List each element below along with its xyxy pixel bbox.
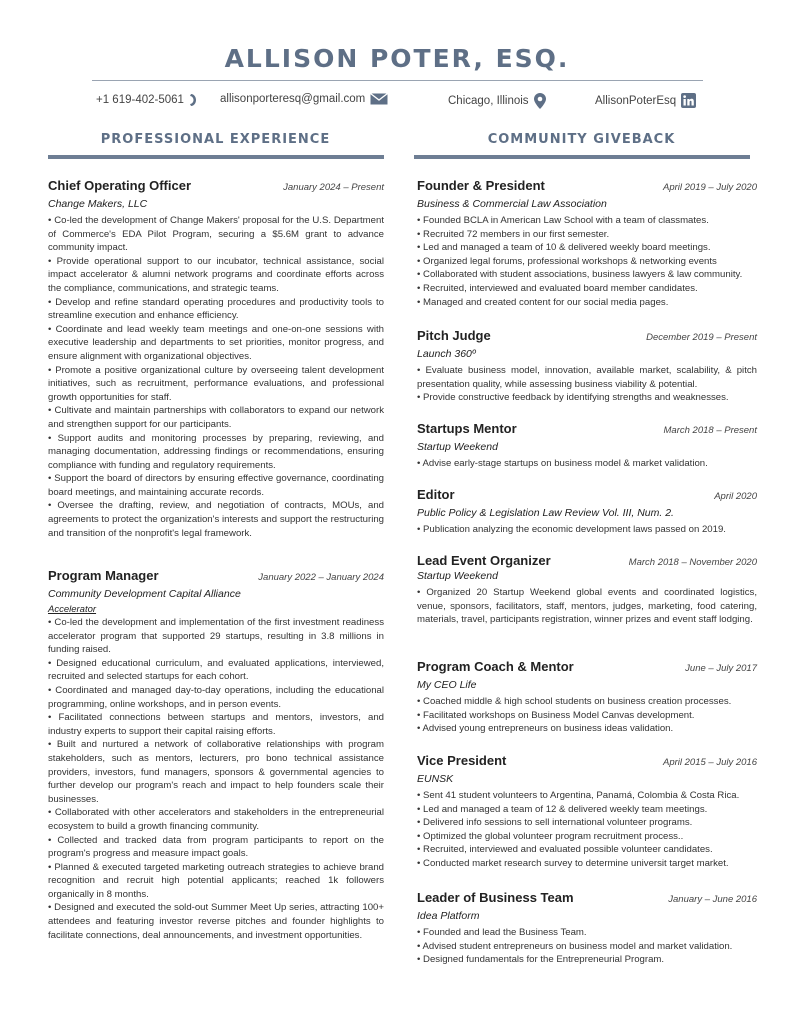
bullet-item: • Facilitated workshops on Business Model Canvas development.: [417, 709, 757, 723]
job-entry: [417, 487, 757, 537]
section-bar-right: [414, 155, 750, 159]
job-entry: [48, 178, 384, 540]
name-divider: [92, 80, 703, 81]
bullet-item: • Develop and refine standard operating procedures and productivity tools to streamline execution and enhance efficiency.: [48, 296, 384, 323]
bullet-item: • Organized legal forums, professional workshops & networking events: [417, 255, 757, 269]
job-date: March 2018 – Present: [663, 425, 757, 436]
bullet-item: • Advise early-stage startups on business model & market validation.: [417, 457, 757, 471]
bullet-item: • Advised student entrepreneurs on business model and market validation.: [417, 940, 757, 954]
job-bullets: [417, 214, 757, 309]
bullet-item: • Designed educational curriculum, and evaluated applications, interviewed, recruited and selected startups for each cohort.: [48, 657, 384, 684]
bullet-item: • Support the board of directors by ensuring effective governance, coordinating board meetings, and maintaining accurate records.: [48, 472, 384, 499]
bullet-item: • Conducted market research survey to determine universit target market.: [417, 857, 757, 871]
bullet-item: • Optimized the global volunteer program recruitment process..: [417, 830, 757, 844]
job-bullets: [417, 586, 757, 627]
location-text: Chicago, Illinois: [448, 95, 529, 107]
linkedin-icon: [681, 93, 696, 108]
job-bullets: [417, 926, 757, 967]
contact-linkedin: [595, 93, 696, 108]
section-bar-left: [48, 155, 384, 159]
job-bullets: [417, 789, 757, 871]
location-pin-icon: [534, 93, 546, 109]
job-organization: Startup Weekend: [417, 570, 498, 582]
job-date: April 2015 – July 2016: [662, 757, 757, 768]
bullet-item: • Advised young entrepreneurs on business ideas validation.: [417, 722, 757, 736]
bullet-item: • Provide constructive feedback by identifying strengths and weaknesses.: [417, 391, 757, 405]
job-entry: [417, 178, 757, 309]
section-heading-experience: PROFESSIONAL EXPERIENCE: [100, 132, 331, 147]
job-title: Lead Event Organizer: [417, 553, 551, 568]
bullet-item: • Promote a positive organizational culture by overseeing talent development initiatives, such as recruitment, performance evaluations, and professional growth opportunities for staff.: [48, 364, 384, 405]
bullet-item: • Support audits and monitoring processes by preparing, reviewing, and managing documentation, addressing findings or recommendations, ensuring compliance with funding and regulatory requirements.: [48, 432, 384, 473]
bullet-item: • Founded BCLA in American Law School with a team of classmates.: [417, 214, 757, 228]
bullet-item: • Recruited 72 members in our first semester.: [417, 228, 757, 242]
bullet-item: • Coordinate and lead weekly team meetings and one-on-one sessions with executive leadership and departments to set priorities, monitor progress, and ensure alignment with organizational objectives.: [48, 323, 384, 364]
bullet-item: • Collected and tracked data from program participants to report on the program's progress and measure impact goals.: [48, 834, 384, 861]
bullet-item: • Collaborated with student associations, business lawyers & law community.: [417, 268, 757, 282]
job-title: Pitch Judge: [417, 328, 491, 343]
job-organization: Idea Platform: [417, 910, 480, 922]
bullet-item: • Provide operational support to our incubator, technical assistance, social impact accelerator & alumni network programs and coordinate efforts across the compliance, communications, and strategic teams.: [48, 255, 384, 296]
bullet-item: • Publication analyzing the economic development laws passed on 2019.: [417, 523, 757, 537]
job-organization: Community Development Capital Alliance: [48, 588, 241, 600]
bullet-item: • Cultivate and maintain partnerships with collaborators to expand our network and strengthen support for our participants.: [48, 404, 384, 431]
contact-location: [448, 93, 546, 109]
job-organization: My CEO Life: [417, 679, 477, 691]
bullet-item: • Coordinated and managed day-to-day operations, including the educational programming, online workshops, and in person events.: [48, 684, 384, 711]
job-organization: Launch 360º: [417, 348, 476, 360]
email-text: allisonporteresq@gmail.com: [220, 93, 366, 105]
job-title: Startups Mentor: [417, 421, 517, 436]
bullet-item: • Built and nurtured a network of collaborative relationships with program stakeholders, such as mentors, lecturers, pro bono technical assistance providers, investors, fund managers, sponsors & governmental agencies to further develop our program's reach and impact to help founders scale their businesses.: [48, 738, 384, 806]
bullet-item: • Led and managed a team of 10 & delivered weekly board meetings.: [417, 241, 757, 255]
contact-email: [220, 93, 388, 105]
job-entry: [417, 421, 757, 471]
bullet-item: • Founded and lead the Business Team.: [417, 926, 757, 940]
bullet-item: • Recruited, interviewed and evaluated board member candidates.: [417, 282, 757, 296]
job-date: January 2022 – January 2024: [258, 572, 384, 583]
job-entry: [417, 890, 757, 967]
phone-text: +1 619-402-5061: [96, 94, 184, 106]
job-organization: Change Makers, LLC: [48, 198, 148, 210]
contact-phone: [96, 93, 198, 107]
bullet-item: • Coached middle & high school students on business creation processes.: [417, 695, 757, 709]
job-title: Leader of Business Team: [417, 890, 574, 905]
job-bullets: [48, 214, 384, 540]
job-entry: [417, 753, 757, 871]
bullet-item: • Designed fundamentals for the Entrepreneurial Program.: [417, 953, 757, 967]
job-title: Editor: [417, 487, 455, 502]
job-date: March 2018 – November 2020: [628, 557, 757, 568]
bullet-item: • Collaborated with other accelerators and stakeholders in the entrepreneurial ecosystem to build a growth financing community.: [48, 806, 384, 833]
job-title: Program Coach & Mentor: [417, 659, 574, 674]
job-bullets: [48, 616, 384, 942]
bullet-item: • Managed and created content for our social media pages.: [417, 296, 757, 310]
job-bullets: [417, 695, 757, 736]
job-bullets: [417, 523, 757, 537]
job-date: December 2019 – Present: [646, 332, 757, 343]
bullet-item: • Recruited, interviewed and evaluated possible volunteer candidates.: [417, 843, 757, 857]
job-organization: EUNSK: [417, 773, 454, 785]
bullet-item: • Evaluate business model, innovation, available market, scalability, & pitch presentation quality, while assessing business viability & potential.: [417, 364, 757, 391]
job-date: June – July 2017: [685, 663, 757, 674]
job-bullets: [417, 457, 757, 471]
bullet-item: • Delivered info sessions to sell international volunteer programs.: [417, 816, 757, 830]
job-organization: Public Policy & Legislation Law Review Vol. III, Num. 2.: [417, 507, 674, 519]
bullet-item: • Led and managed a team of 12 & delivered weekly team meetings.: [417, 803, 757, 817]
job-date: April 2019 – July 2020: [662, 182, 757, 193]
job-title: Founder & President: [417, 178, 545, 193]
bullet-item: • Designed and executed the sold-out Summer Meet Up series, attracting 100+ attendees and featuring investor reverse pitches and founder highlights to facilitate connections, deal announcements, and investment opportunities.: [48, 901, 384, 942]
bullet-item: • Planned & executed targeted marketing outreach strategies to achieve brand recognition and recruit high potential applicants; reached 1k followers organically in 8 months.: [48, 861, 384, 902]
job-title: Vice President: [417, 753, 507, 768]
phone-icon: [189, 93, 198, 107]
job-entry: [48, 568, 384, 942]
job-date: April 2020: [714, 491, 757, 502]
job-entry: [417, 328, 757, 405]
section-heading-giveback: COMMUNITY GIVEBACK: [487, 132, 676, 147]
job-title: Chief Operating Officer: [48, 178, 192, 193]
job-subheading: Accelerator: [48, 604, 97, 615]
candidate-name: ALLISON POTER, ESQ.: [224, 44, 570, 73]
bullet-item: • Oversee the drafting, review, and negotiation of contracts, MOUs, and agreements to protect the organization's interests and support the restructuring and transition of the nonprofit's legal framework.: [48, 499, 384, 540]
job-entry: [417, 659, 757, 736]
job-organization: Startup Weekend: [417, 441, 498, 453]
bullet-item: • Co-led the development and implementation of the first investment readiness accelerator program that supported 29 startups, resulting in 3.8 millions in funding raised.: [48, 616, 384, 657]
linkedin-text: AllisonPoterEsq: [595, 94, 677, 107]
job-organization: Business & Commercial Law Association: [417, 198, 607, 210]
job-bullets: [417, 364, 757, 405]
job-date: January – June 2016: [668, 894, 757, 905]
bullet-item: • Organized 20 Startup Weekend global events and coordinated logistics, venue, sponsors, facilitators, staff, mentors, judges, marketing, food catering, materials, travel, participants registration, winner prizes and event staff lodging.: [417, 586, 757, 627]
job-entry: [417, 553, 757, 627]
bullet-item: • Sent 41 student volunteers to Argentina, Panamá, Colombia & Costa Rica.: [417, 789, 757, 803]
mail-icon: [370, 93, 388, 105]
bullet-item: • Facilitated connections between startups and mentors, investors, and industry experts to support their capital raising efforts.: [48, 711, 384, 738]
bullet-item: • Co-led the development of Change Makers' proposal for the U.S. Department of Commerce's EDA Pilot Program, securing a $5.6M grant to advance community impact.: [48, 214, 384, 255]
job-title: Program Manager: [48, 568, 159, 583]
job-date: January 2024 – Present: [283, 182, 384, 193]
